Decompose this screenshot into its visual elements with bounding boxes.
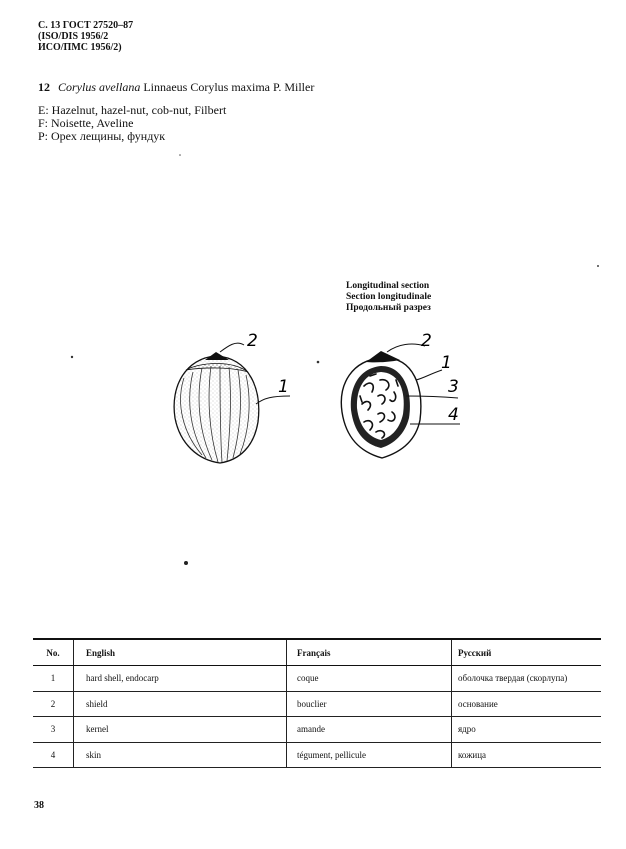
callout-left-shell: 1	[278, 377, 289, 397]
callout-left-shield: 2	[247, 331, 258, 351]
iso-reference: (ISO/DIS 1956/2	[38, 31, 109, 42]
cell-russian: оболочка твердая (скорлупа)	[451, 666, 601, 691]
section-label-en: Longitudinal section	[346, 281, 430, 291]
header-english: English	[73, 640, 286, 665]
cell-english: kernel	[73, 717, 286, 742]
header-french: Français	[286, 640, 451, 665]
table-row	[33, 743, 601, 769]
cell-french: coque	[286, 666, 451, 691]
entry-number: 12	[38, 80, 50, 94]
table-header-row	[33, 638, 601, 666]
standard-reference: С. 13 ГОСТ 27520–87	[38, 20, 134, 31]
cell-russian: основание	[451, 692, 601, 717]
name-french: F: Noisette, Aveline	[38, 116, 134, 130]
header-no: No.	[46, 647, 60, 658]
cell-french: bouclier	[286, 692, 451, 717]
page-number: 38	[34, 800, 44, 811]
table-row	[33, 692, 601, 718]
cell-french: tégument, pellicule	[286, 743, 451, 768]
cell-no: 4	[50, 749, 56, 760]
iso-reference-ru: ИСО/ПМС 1956/2)	[38, 42, 122, 53]
cell-french: amande	[286, 717, 451, 742]
section-label-ru: Продольный разрез	[346, 303, 431, 313]
callout-right-kernel: 3	[448, 377, 459, 397]
section-nut-drawing	[341, 331, 460, 458]
name-russian: P: Орех лещины, фундук	[38, 129, 166, 143]
section-label-fr: Section longitudinale	[346, 292, 432, 302]
cell-english: hard shell, endocarp	[73, 666, 286, 691]
cell-english: skin	[73, 743, 286, 768]
callout-right-skin: 4	[448, 405, 459, 425]
terms-table	[33, 638, 601, 768]
whole-nut-drawing	[174, 331, 290, 463]
header-russian: Русский	[451, 640, 601, 665]
species-rest: Linnaeus Corylus maxima P. Miller	[143, 80, 315, 94]
table-row	[33, 666, 601, 692]
table-row	[33, 717, 601, 743]
cell-no: 3	[50, 724, 56, 735]
cell-no: 1	[50, 673, 56, 684]
cell-english: shield	[73, 692, 286, 717]
cell-russian: ядро	[451, 717, 601, 742]
callout-right-shell: 1	[441, 353, 452, 373]
callout-right-shield: 2	[421, 331, 432, 351]
cell-no: 2	[50, 698, 56, 709]
name-english: E: Hazelnut, hazel-nut, cob-nut, Filbert	[38, 103, 227, 117]
cell-russian: кожица	[451, 743, 601, 768]
species-italic: Corylus avellana	[58, 80, 141, 94]
